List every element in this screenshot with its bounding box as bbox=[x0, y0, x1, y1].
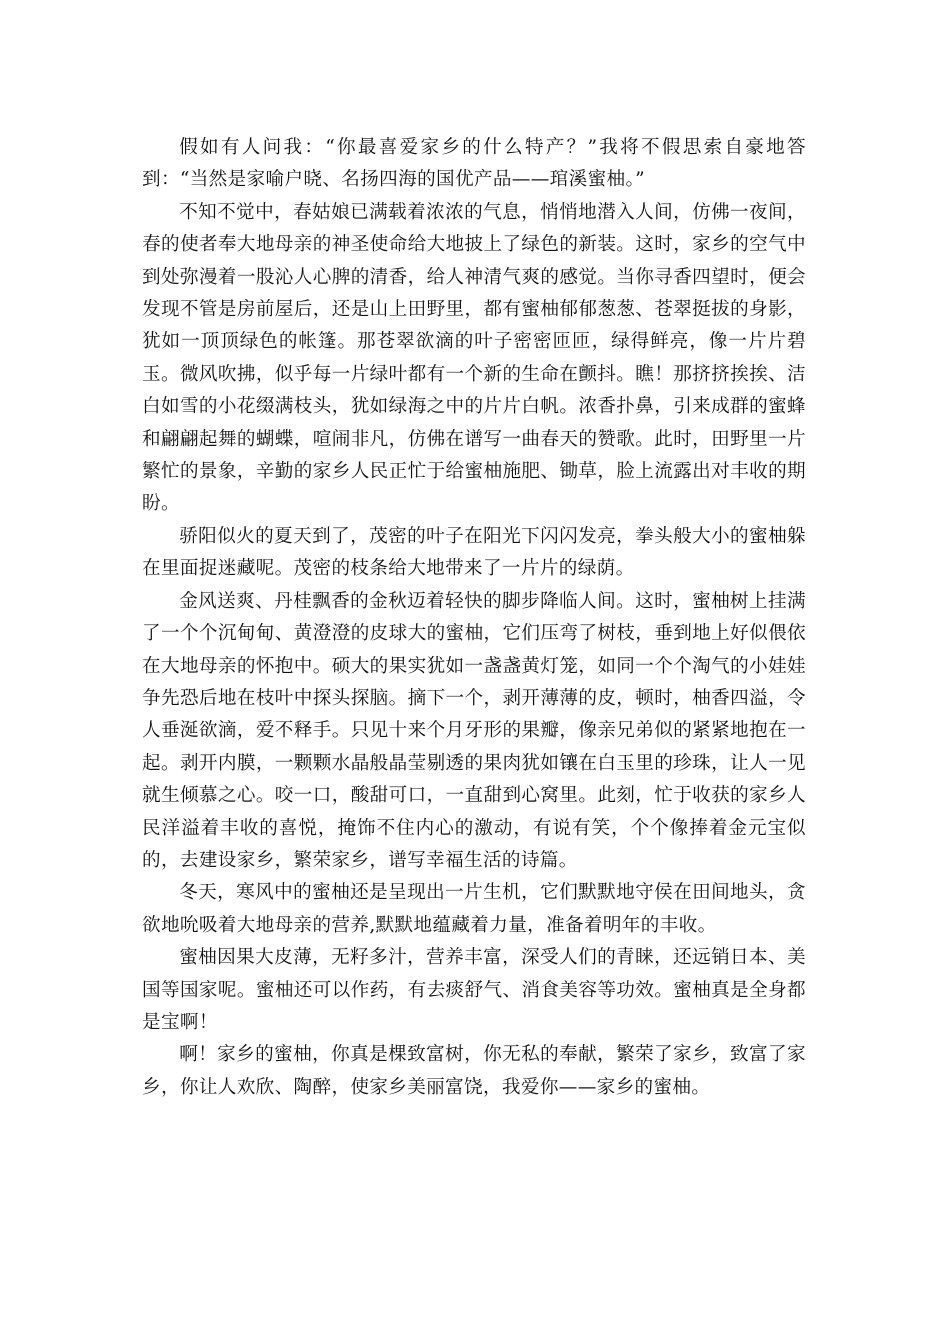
paragraph-6: 蜜柚因果大皮薄，无籽多汁，营养丰富，深受人们的青睐，还远销日本、美国等国家呢。蜜柚还可以作药，有去痰舒气、消食美容等功效。蜜柚真是全身都是宝啊！ bbox=[142, 947, 806, 1033]
essay-body bbox=[142, 132, 806, 1104]
paragraph-3: 骄阳似火的夏天到了，茂密的叶子在阳光下闪闪发亮，拳头般大小的蜜柚躲在里面捉迷藏呢。茂密的枝条给大地带来了一片片的绿荫。 bbox=[142, 525, 806, 580]
paragraph-1: 假如有人问我：“你最喜爱家乡的什么特产？”我将不假思索自豪地答到：“当然是家喻户晓、名扬四海的国优产品——琯溪蜜柚。” bbox=[142, 137, 806, 191]
paragraph-7: 啊！家乡的蜜柚，你真是棵致富树，你无私的奉献，繁荣了家乡，致富了家乡，你让人欢欣、陶醉，使家乡美丽富饶，我爱你——家乡的蜜柚。 bbox=[142, 1044, 806, 1098]
paragraph-5: 冬天，寒风中的蜜柚还是呈现出一片生机，它们默默地守侯在田间地头，贪欲地吮吸着大地母亲的营养,默默地蕴藏着力量，准备着明年的丰收。 bbox=[142, 882, 806, 936]
paragraph-4: 金风送爽、丹桂飘香的金秋迈着轻快的脚步降临人间。这时，蜜柚树上挂满了一个个沉甸甸、黄澄澄的皮球大的蜜柚，它们压弯了树枝，垂到地上好似偎依在大地母亲的怀抱中。硕大的果实犹如一盏盏黄灯笼，如同一个个淘气的小娃娃争先恐后地在枝叶中探头探脑。摘下一个，剥开薄薄的皮，顿时，柚香四溢，令人垂涎欲滴，爱不释手。只见十来个月牙形的果瓣，像亲兄弟似的紧紧地抱在一起。剥开内膜，一颗颗水晶般晶莹剔透的果肉犹如镶在白玉里的珍珠，让人一见就生倾慕之心。咬一口，酸甜可口，一直甜到心窝里。此刻，忙于收获的家乡人民洋溢着丰收的喜悦，掩饰不住内心的激动，有说有笑，个个像捧着金元宝似的，去建设家乡，繁荣家乡，谱写幸福生活的诗篇。 bbox=[142, 590, 806, 871]
paragraph-2: 不知不觉中，春姑娘已满载着浓浓的气息，悄悄地潜入人间，仿佛一夜间，春的使者奉大地母亲的神圣使命给大地披上了绿色的新装。这时，家乡的空气中到处弥漫着一股沁人心脾的清香，给人神清气爽的感觉。当你寻香四望时，便会发现不管是房前屋后，还是山上田野里，都有蜜柚郁郁葱葱、苍翠挺拔的身影，犹如一顶顶绿色的帐篷。那苍翠欲滴的叶子密密匝匝，绿得鲜亮，像一片片碧玉。微风吹拂，似乎每一片绿叶都有一个新的生命在颤抖。瞧！那挤挤挨挨、洁白如雪的小花缀满枝头，犹如绿海之中的片片白帆。浓香扑鼻，引来成群的蜜蜂和翩翩起舞的蝴蝶，喧闹非凡，仿佛在谱写一曲春天的赞歌。此时，田野里一片繁忙的景象，辛勤的家乡人民正忙于给蜜柚施肥、锄草，脸上流露出对丰收的期盼。 bbox=[142, 201, 806, 515]
